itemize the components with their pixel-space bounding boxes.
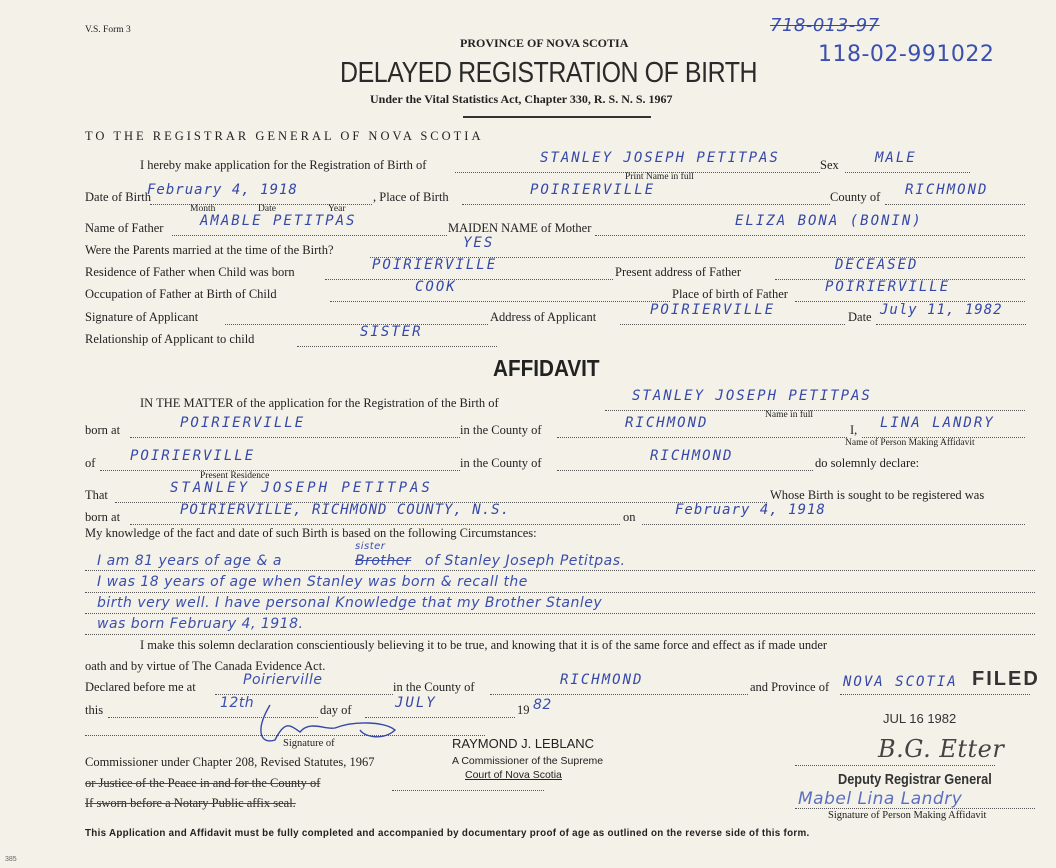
hint: Print Name in full	[625, 172, 694, 182]
label: in the County of	[393, 680, 475, 694]
affiant-name-field[interactable]: LINA LANDRY	[880, 415, 995, 431]
label: Sex	[820, 158, 839, 172]
dotted-fill-line	[325, 279, 613, 280]
dotted-fill-line	[85, 592, 1035, 593]
declaration-text: I make this solemn declaration conscientiously believing it to be true, and knowing that it is of the same force and effect as if made under	[140, 638, 828, 652]
on-date-field[interactable]: February 4, 1918	[675, 502, 826, 518]
label: born at	[85, 423, 121, 437]
form-code: 385	[5, 856, 17, 863]
day-field[interactable]: 12th	[220, 695, 255, 711]
dotted-fill-line	[85, 634, 1035, 635]
application-date-field[interactable]: July 11, 1982	[880, 302, 1003, 318]
label: Occupation of Father at Birth of Child	[85, 287, 277, 301]
year-prefix: 19	[517, 703, 530, 717]
dotted-fill-line	[100, 470, 460, 471]
dotted-fill-line	[595, 235, 1025, 236]
born-at-full-field[interactable]: POIRIERVILLE, RICHMOND COUNTY, N.S.	[180, 502, 511, 518]
circumstance-struck-word: Brother	[355, 553, 412, 569]
sex-field[interactable]: MALE	[875, 150, 917, 166]
registrar-title: Deputy Registrar General	[838, 771, 992, 788]
label: Residence of Father when Child was born	[85, 265, 295, 279]
father-name-field[interactable]: AMABLE PETITPAS	[200, 213, 357, 229]
declared-county-field[interactable]: RICHMOND	[560, 672, 644, 688]
label: in the County of	[460, 456, 542, 470]
label: Were the Parents married at the time of the Birth?	[85, 243, 334, 257]
residence-county-field[interactable]: RICHMOND	[650, 448, 734, 464]
label: MAIDEN NAME of Mother	[448, 221, 592, 235]
dob-field[interactable]: February 4, 1918	[147, 182, 298, 198]
dotted-fill-line	[330, 301, 670, 302]
declared-at-field[interactable]: Poirierville	[243, 672, 323, 688]
circumstance-line-3: birth very well. I have personal Knowledge that my Brother Stanley	[97, 595, 603, 611]
dotted-fill-line	[845, 172, 970, 173]
commissioner-name: RAYMOND J. LEBLANC	[452, 736, 595, 751]
born-county-field[interactable]: RICHMOND	[625, 415, 709, 431]
year-field[interactable]: 82	[533, 697, 552, 713]
label: this	[85, 703, 104, 717]
dotted-fill-line	[557, 437, 847, 438]
hint: Date	[258, 204, 276, 214]
label: on	[623, 510, 636, 524]
father-birthplace-field[interactable]: POIRIERVILLE	[825, 279, 951, 295]
dotted-fill-line	[840, 694, 1030, 695]
dotted-fill-line	[876, 324, 1026, 325]
label: , Place of Birth	[373, 190, 449, 204]
relationship-field[interactable]: SISTER	[360, 324, 423, 340]
father-address-field[interactable]: DECEASED	[835, 257, 919, 273]
county-field[interactable]: RICHMOND	[905, 182, 989, 198]
filed-stamp: FILED	[972, 668, 1040, 690]
received-date-stamp: JUL 16 1982	[883, 711, 957, 726]
born-at-field[interactable]: POIRIERVILLE	[180, 415, 306, 431]
form-number: V.S. Form 3	[85, 25, 131, 35]
label: I hereby make application for the Registration of Birth of	[140, 158, 427, 172]
hint: Name in full	[765, 410, 814, 420]
affiant-residence-field[interactable]: POIRIERVILLE	[130, 448, 256, 464]
label: and Province of	[750, 680, 830, 694]
registrar-signature: B.G. Etter	[878, 735, 1005, 763]
hint: Present Residence	[200, 471, 270, 481]
label: Signature of	[283, 738, 335, 749]
dotted-fill-line	[225, 324, 488, 325]
label: My knowledge of the fact and date of such Birth is based on the following Circumstances:	[85, 526, 537, 540]
notary-line: If sworn before a Notary Public affix seal.	[85, 796, 296, 810]
mother-name-field[interactable]: ELIZA BONA (BONIN)	[735, 213, 923, 229]
affiant-signature: Mabel Lina Landry	[798, 789, 963, 809]
title-divider	[463, 116, 651, 118]
applicant-address-field[interactable]: POIRIERVILLE	[650, 302, 776, 318]
addressee: TO THE REGISTRAR GENERAL OF NOVA SCOTIA	[85, 129, 484, 143]
label: Date of Birth	[85, 190, 151, 204]
commissioner-line: Commissioner under Chapter 208, Revised Statutes, 1967	[85, 755, 375, 769]
parents-married-field[interactable]: YES	[463, 235, 495, 251]
dotted-fill-line	[130, 437, 460, 438]
label: do solemnly declare:	[815, 456, 920, 470]
father-occupation-field[interactable]: COOK	[415, 279, 457, 295]
commissioner-title: Court of Nova Scotia	[465, 769, 562, 781]
dotted-fill-line	[885, 204, 1025, 205]
affidavit-name-field[interactable]: STANLEY JOSEPH PETITPAS	[632, 388, 872, 404]
justice-line: or Justice of the Peace in and for the County of	[85, 776, 321, 790]
label: Place of birth of Father	[672, 287, 788, 301]
dotted-fill-line	[620, 324, 845, 325]
province-heading: PROVINCE OF NOVA SCOTIA	[460, 36, 629, 50]
label: Name of Father	[85, 221, 164, 235]
dotted-fill-line	[605, 410, 1025, 411]
dotted-fill-line	[795, 765, 995, 766]
dotted-fill-line	[795, 808, 1035, 809]
commissioner-signature-icon	[245, 700, 445, 750]
affidavit-heading: AFFIDAVIT	[493, 355, 600, 381]
label: Declared before me at	[85, 680, 196, 694]
dotted-fill-line	[462, 204, 830, 205]
hint: Year	[328, 204, 346, 214]
dotted-fill-line	[557, 470, 813, 471]
label: Date	[848, 310, 872, 324]
circumstance-line-2: I was 18 years of age when Stanley was born & recall the	[97, 574, 528, 590]
circumstance-line-4: was born February 4, 1918.	[97, 616, 304, 632]
label: I,	[850, 423, 858, 437]
dotted-fill-line	[642, 524, 1025, 525]
subtitle: Under the Vital Statistics Act, Chapter 330, R. S. N. S. 1967	[370, 92, 673, 106]
declared-province-field[interactable]: NOVA SCOTIA	[843, 674, 958, 690]
circumstance-correction: sister	[355, 541, 386, 552]
registration-number: 118-02-991022	[818, 42, 995, 67]
hint: Month	[190, 204, 216, 214]
child-name-field[interactable]: STANLEY JOSEPH PETITPAS	[540, 150, 780, 166]
label: IN THE MATTER of the application for the Registration of the Birth of	[140, 396, 499, 410]
dotted-fill-line	[172, 235, 447, 236]
label: Whose Birth is sought to be registered was	[770, 488, 985, 502]
dotted-fill-line	[297, 346, 497, 347]
label: Signature of Applicant	[85, 310, 199, 324]
label: in the County of	[460, 423, 542, 437]
declaration-text: oath and by virtue of The Canada Evidence Act.	[85, 659, 326, 673]
label: born at	[85, 510, 121, 524]
label: Signature of Person Making Affidavit	[828, 810, 987, 821]
dotted-fill-line	[85, 613, 1035, 614]
hint: Name of Person Making Affidavit	[845, 438, 975, 448]
label: day of	[320, 703, 352, 717]
label: Present address of Father	[615, 265, 742, 279]
label: That	[85, 488, 108, 502]
page-title: DELAYED REGISTRATION OF BIRTH	[340, 57, 758, 89]
circumstance-line-1: I am 81 years of age & a	[97, 553, 282, 569]
label: Address of Applicant	[490, 310, 597, 324]
label: Relationship of Applicant to child	[85, 332, 255, 346]
that-name-field[interactable]: STANLEY JOSEPH PETITPAS	[170, 480, 433, 496]
dotted-fill-line	[392, 790, 544, 791]
father-residence-field[interactable]: POIRIERVILLE	[372, 257, 498, 273]
dotted-fill-line	[490, 694, 748, 695]
place-of-birth-field[interactable]: POIRIERVILLE	[530, 182, 656, 198]
dotted-fill-line	[85, 570, 1035, 571]
label: of	[85, 456, 96, 470]
circumstance-line-1b: of Stanley Joseph Petitpas.	[425, 553, 626, 569]
footer-notice: This Application and Affidavit must be fully completed and accompanied by documentary proof of age as outlined on the reverse side of this form.	[85, 828, 810, 839]
commissioner-title: A Commissioner of the Supreme	[452, 755, 604, 767]
dotted-fill-line	[130, 524, 620, 525]
month-field[interactable]: JULY	[395, 695, 437, 711]
label: County of	[830, 190, 881, 204]
struck-registration-number: 718-013-97	[770, 15, 880, 36]
